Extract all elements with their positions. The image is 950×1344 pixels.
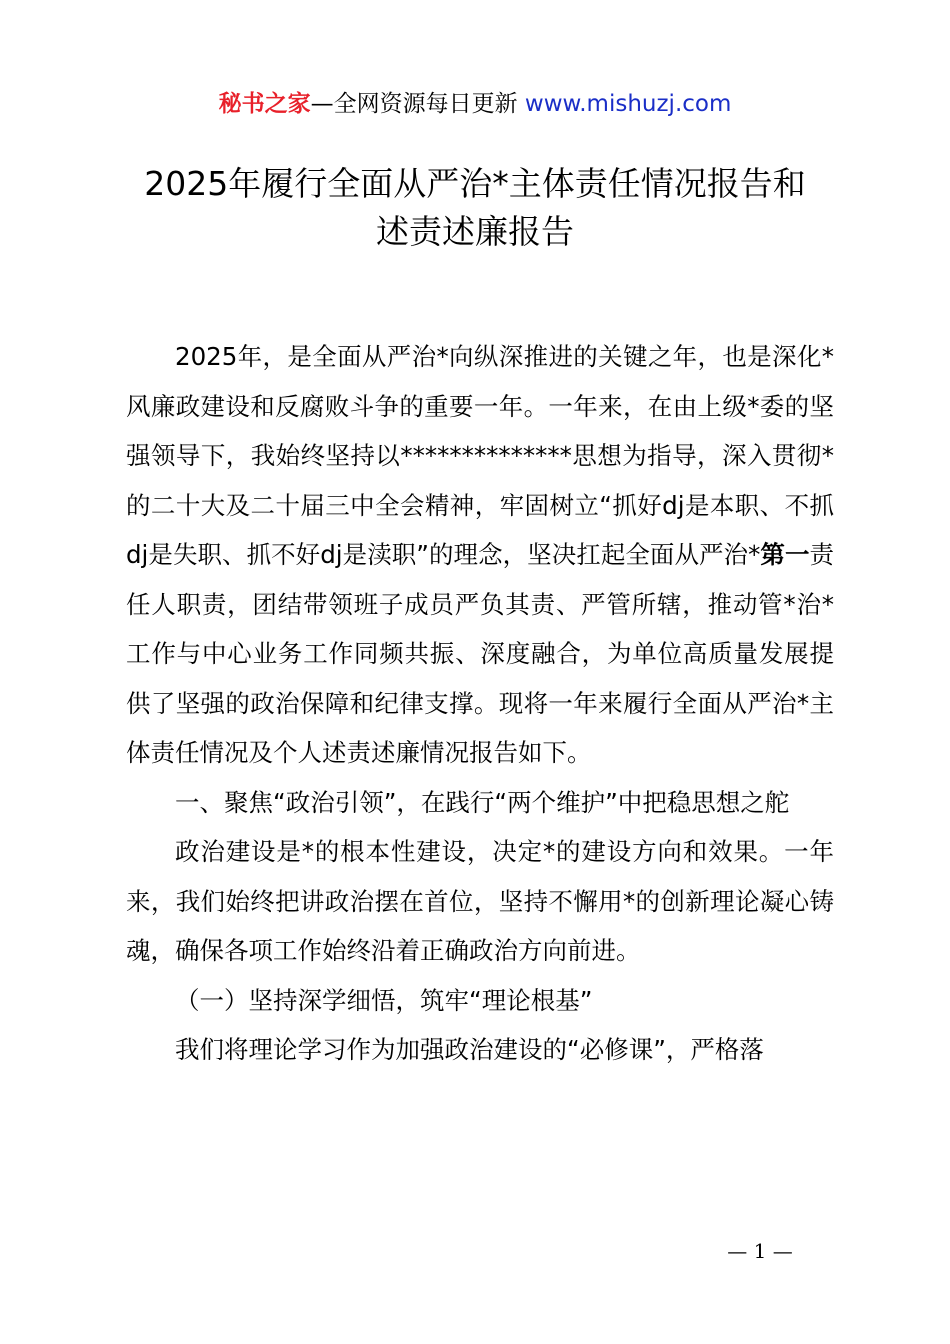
site-tagline: —全网资源每日更新 — [310, 91, 518, 117]
intro-text-part2: 责任人职责，团结带领班子成员严负其责、严管所辖，推动管*治*工作与中心业务工作同频共振、深度融合，为单位高质量发展提供了坚强的政治保障和纪律支撑。现将一年来履行全面从严治*主体责任情况及个人述责述廉情况报告如下。 — [126, 540, 834, 767]
section1-heading: 一、聚焦“政治引领”，在践行“两个维护”中把稳思想之舵 — [175, 787, 790, 817]
site-brand: 秘书之家 — [218, 91, 311, 117]
site-url-link[interactable]: www.mishuzj.com — [524, 91, 732, 117]
document-body — [126, 332, 834, 1075]
intro-text-part1: 2025年，是全面从严治*向纵深推进的关键之年，也是深化*风廉政建设和反腐败斗争的重要一年。一年来，在由上级*委的坚强领导下，我始终坚持以**************思想为指导，深入贯彻*的二十大及二十届三中全会精神，牢固树立“抓好dj是本职、不抓dj是失职、抓不好dj是渎职”的理念，坚决扛起全面从严治* — [126, 342, 834, 569]
document-title-line1: 2025年履行全面从严治*主体责任情况报告和 — [144, 164, 806, 203]
section1-paragraph: 政治建设是*的根本性建设，决定*的建设方向和效果。一年来，我们始终把讲政治摆在首位，坚持不懈用*的创新理论凝心铸魂，确保各项工作始终沿着正确政治方向前进。 — [126, 837, 834, 965]
subsection1-heading: （一）坚持深学细悟，筑牢“理论根基” — [175, 985, 593, 1015]
document-title — [110, 160, 840, 256]
intro-bold-text: 第一 — [760, 540, 810, 569]
intro-paragraph — [126, 332, 834, 778]
page-number: — 1 — — [727, 1239, 793, 1263]
subsection1-paragraph: 我们将理论学习作为加强政治建设的“必修课”，严格落 — [175, 1035, 764, 1064]
document-title-line2: 述责述廉报告 — [376, 212, 574, 251]
site-header — [0, 86, 950, 122]
